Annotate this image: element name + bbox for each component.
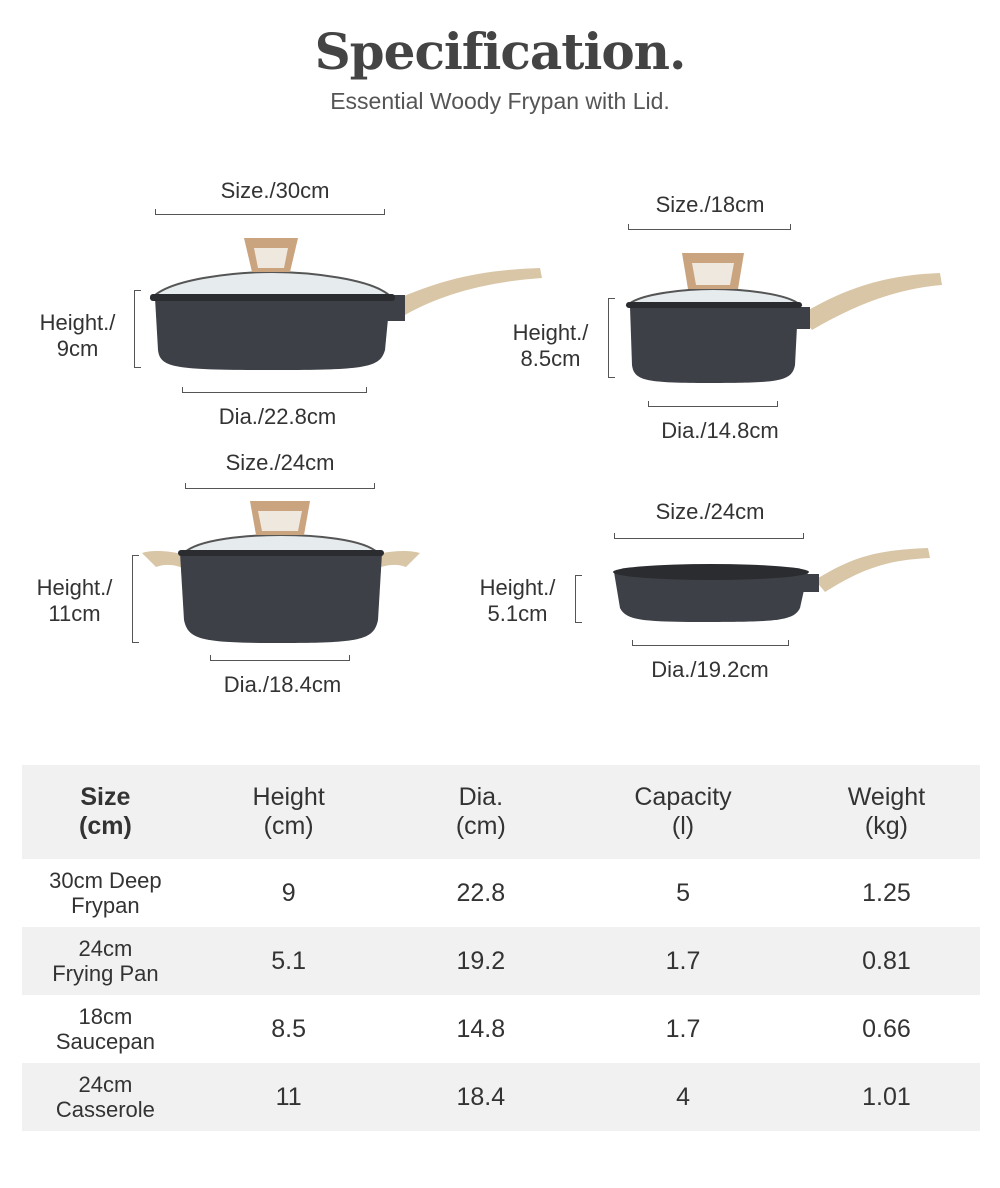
row-dia: 19.2	[389, 927, 574, 995]
row-name: 24cm Casserole	[22, 1063, 189, 1131]
header-weight: Weight (kg)	[793, 765, 980, 859]
row-name: 30cm Deep Frypan	[49, 868, 162, 918]
header-height: Height (cm)	[189, 765, 389, 859]
row-height: 11	[189, 1063, 389, 1131]
row-weight: 1.25	[862, 878, 911, 907]
row-name: 24cm Frying Pan	[22, 927, 189, 995]
saucepan-height-line	[608, 298, 609, 378]
row-weight: 1.01	[793, 1063, 980, 1131]
row-height: 8.5	[271, 1014, 307, 1043]
casserole-size-label: Size./24cm	[225, 450, 335, 475]
row-weight: 0.66	[862, 1014, 911, 1043]
frying-pan-height-label: Height./ 5.1cm	[479, 575, 556, 626]
row-capacity: 1.7	[573, 927, 793, 995]
casserole-height-line	[132, 555, 133, 643]
row-height: 5.1	[189, 927, 389, 995]
row-capacity: 1.7	[665, 1014, 701, 1043]
table-row	[22, 1063, 980, 1131]
deep-frypan-height-label: Height./ 9cm	[39, 310, 116, 361]
saucepan-height-label: Height./ 8.5cm	[512, 320, 589, 371]
deep-frypan-image	[140, 230, 550, 380]
row-weight: 0.81	[793, 927, 980, 995]
saucepan-image	[620, 245, 950, 395]
casserole-dia-label: Dia./18.4cm	[223, 672, 342, 697]
page-subtitle: Essential Woody Frypan with Lid.	[330, 88, 670, 114]
table-header-row	[22, 765, 980, 859]
saucepan-dia-label: Dia./14.8cm	[661, 418, 779, 443]
table-row	[22, 995, 980, 1063]
table-row	[22, 859, 980, 927]
casserole-height-label: Height./ 11cm	[36, 575, 113, 626]
deep-frypan-dia-line	[182, 392, 367, 393]
frying-pan-size-line	[614, 538, 804, 539]
row-capacity: 4	[573, 1063, 793, 1131]
deep-frypan-size-label: Size./30cm	[220, 178, 330, 203]
header-capacity: Capacity (l)	[573, 765, 793, 859]
row-capacity: 5	[676, 878, 690, 907]
frying-pan-image	[610, 540, 940, 630]
row-name: 18cm Saucepan	[55, 1004, 155, 1054]
row-dia: 14.8	[456, 1014, 506, 1043]
casserole-image	[138, 495, 428, 655]
deep-frypan-size-line	[155, 214, 385, 215]
table-row	[22, 927, 980, 995]
casserole-size-line	[185, 488, 375, 489]
row-height: 9	[281, 878, 296, 907]
row-dia: 22.8	[456, 878, 506, 907]
frying-pan-dia-line	[632, 645, 789, 646]
saucepan-size-line	[628, 229, 791, 230]
deep-frypan-height-line	[134, 290, 135, 368]
frying-pan-height-line	[575, 575, 576, 623]
casserole-dia-line	[210, 660, 350, 661]
saucepan-dia-line	[648, 406, 778, 407]
row-dia: 18.4	[389, 1063, 574, 1131]
frying-pan-dia-label: Dia./19.2cm	[651, 657, 769, 682]
spec-table	[22, 765, 980, 1131]
header-size: Size (cm)	[22, 765, 189, 859]
header-dia: Dia. (cm)	[389, 765, 574, 859]
deep-frypan-dia-label: Dia./22.8cm	[218, 404, 337, 429]
page-title: Specification.	[314, 22, 686, 81]
saucepan-size-label: Size./18cm	[655, 192, 765, 217]
frying-pan-size-label: Size./24cm	[655, 499, 765, 524]
